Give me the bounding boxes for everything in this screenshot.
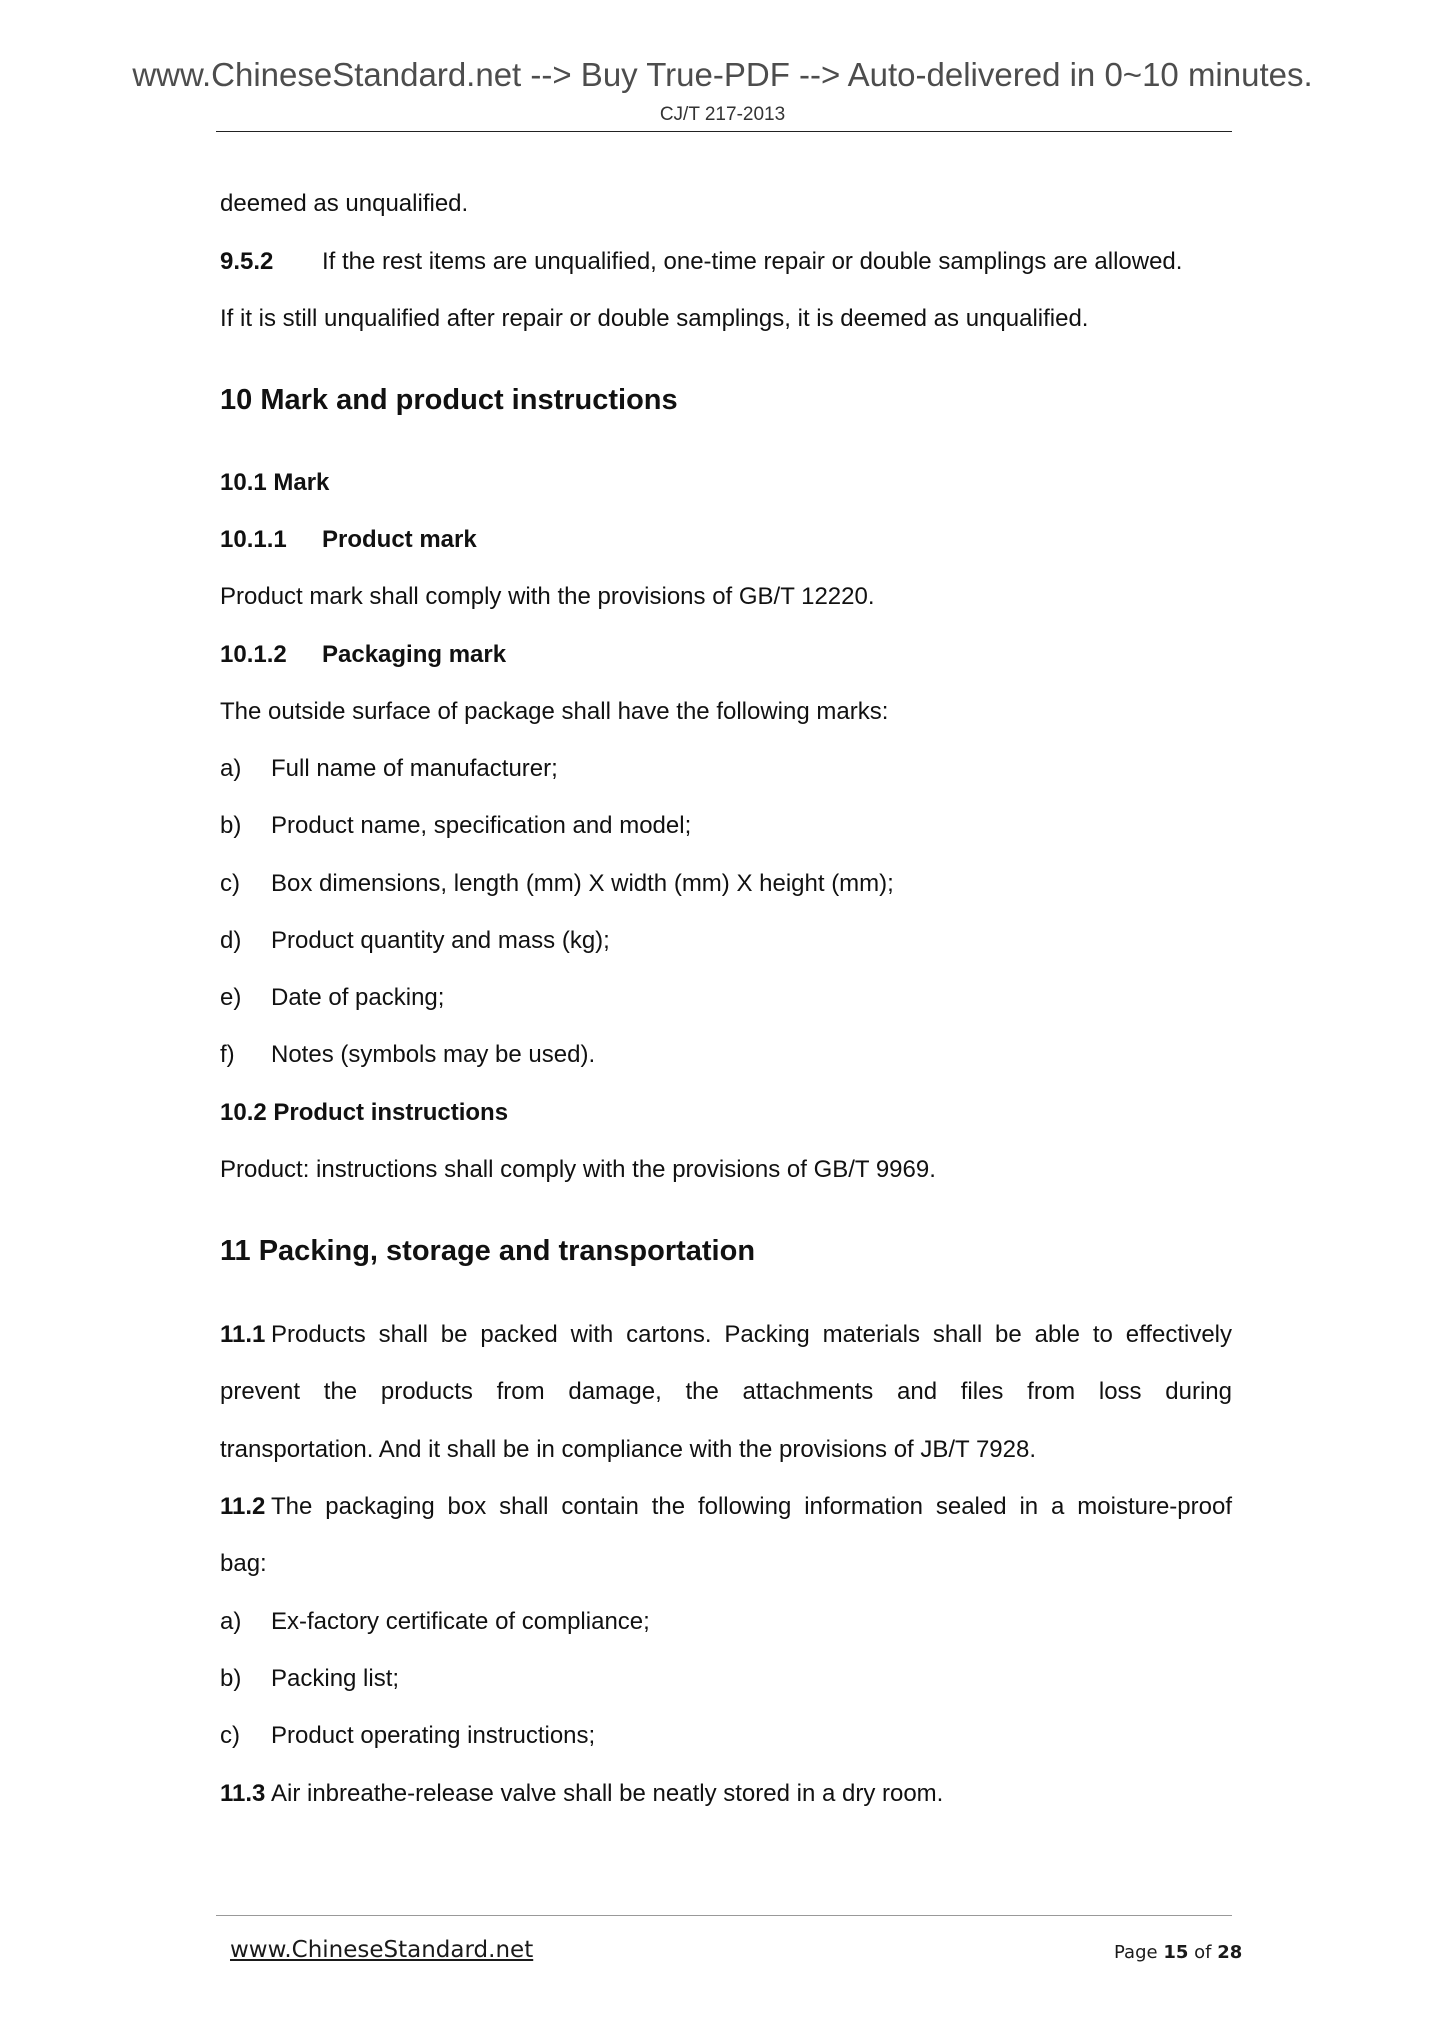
list-item: Product name, specification and model;: [271, 812, 692, 839]
clause-9-5-2-text: If the rest items are unqualified, one-time repair or double samplings are allowed.: [322, 248, 1183, 275]
clause-11-2-line-2: bag:: [220, 1550, 267, 1577]
list-item: Box dimensions, length (mm) X width (mm) X height (mm);: [271, 870, 894, 897]
page-number: [1114, 1942, 1242, 1963]
list-item-label: b): [220, 812, 242, 839]
header-divider: [216, 131, 1232, 132]
section-10-1-1-paragraph: Product mark shall comply with the provisions of GB/T 12220.: [220, 583, 875, 610]
section-10-1-2-title: Packaging mark: [322, 641, 507, 668]
list-item-label: d): [220, 927, 242, 954]
clause-11-1-line-1: Products shall be packed with cartons. Packing materials shall be able to effectively: [271, 1321, 1232, 1348]
list-item-label: a): [220, 755, 242, 782]
list-item: Full name of manufacturer;: [271, 755, 558, 782]
page-total: 28: [1217, 1942, 1243, 1963]
footer-website-link[interactable]: www.ChineseStandard.net: [230, 1937, 534, 1963]
list-item: Ex-factory certificate of compliance;: [271, 1608, 650, 1635]
clause-11-2-line-1: The packaging box shall contain the following information sealed in a moisture-proof: [271, 1493, 1232, 1520]
clause-11-1-line-3: transportation. And it shall be in compliance with the provisions of JB/T 7928.: [220, 1436, 1037, 1463]
section-10-2-paragraph: Product: instructions shall comply with the provisions of GB/T 9969.: [220, 1156, 936, 1183]
list-item-label: e): [220, 984, 242, 1011]
clause-11-1-number: 11.1: [220, 1321, 266, 1348]
list-item-label: f): [220, 1041, 235, 1068]
list-item-label: a): [220, 1608, 242, 1635]
section-11-heading: 11 Packing, storage and transportation: [220, 1235, 756, 1267]
page-current: 15: [1163, 1942, 1189, 1963]
page-word: Page: [1114, 1942, 1158, 1963]
list-item-label: c): [220, 1722, 240, 1749]
clause-9-5-2-text-continued: If it is still unqualified after repair or double samplings, it is deemed as unqualified.: [220, 305, 1089, 332]
continued-paragraph: deemed as unqualified.: [220, 190, 469, 217]
section-10-1-1-number: 10.1.1: [220, 526, 287, 553]
clause-11-3-number: 11.3: [220, 1780, 266, 1807]
page-of: of: [1194, 1942, 1212, 1963]
list-item: Product quantity and mass (kg);: [271, 927, 610, 954]
list-item-label: b): [220, 1665, 242, 1692]
clause-11-2-number: 11.2: [220, 1493, 266, 1520]
section-10-1-heading: 10.1 Mark: [220, 469, 330, 496]
section-10-1-1-title: Product mark: [322, 526, 477, 553]
document-id: CJ/T 217-2013: [659, 104, 786, 125]
footer-divider: [216, 1915, 1232, 1916]
clause-9-5-2-number: 9.5.2: [220, 248, 274, 275]
list-item: Date of packing;: [271, 984, 445, 1011]
list-item: Packing list;: [271, 1665, 400, 1692]
clause-11-1-line-2: prevent the products from damage, the attachments and files from loss during: [220, 1378, 1232, 1405]
list-item: Product operating instructions;: [271, 1722, 596, 1749]
section-10-heading: 10 Mark and product instructions: [220, 384, 678, 416]
list-item-label: c): [220, 870, 240, 897]
list-item: Notes (symbols may be used).: [271, 1041, 596, 1068]
section-10-1-2-paragraph: The outside surface of package shall have the following marks:: [220, 698, 889, 725]
section-10-2-heading: 10.2 Product instructions: [220, 1099, 509, 1126]
section-10-1-2-number: 10.1.2: [220, 641, 287, 668]
site-banner: www.ChineseStandard.net --> Buy True-PDF --> Auto-delivered in 0~10 minutes.: [132, 56, 1313, 93]
clause-11-3-text: Air inbreathe-release valve shall be neatly stored in a dry room.: [271, 1780, 944, 1807]
